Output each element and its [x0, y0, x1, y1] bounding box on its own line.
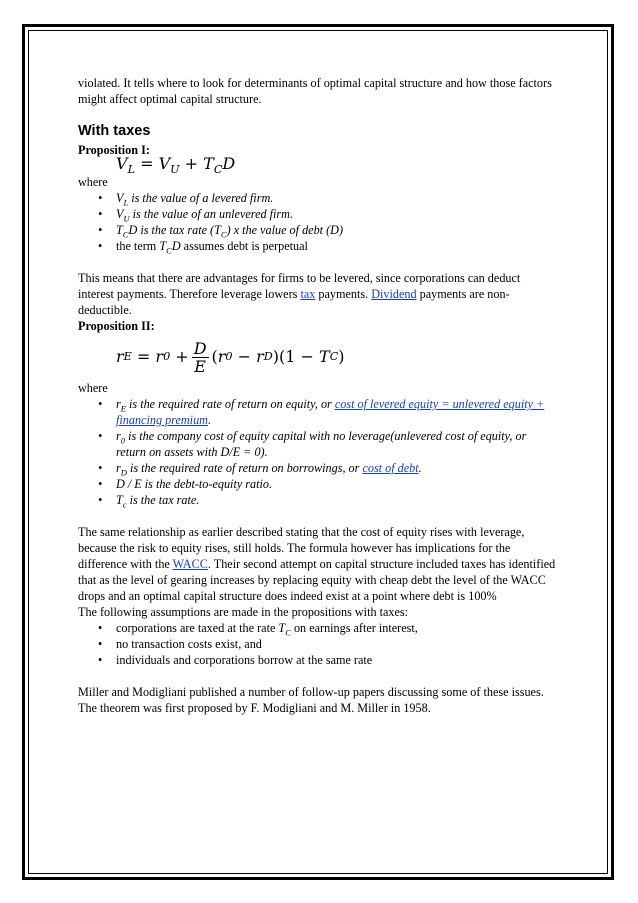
proposition-2-equation: r E = r 0 + $\frac{D}{E}$ ( r 0 − r D )(1 − T C ): [116, 338, 345, 376]
link-tax[interactable]: tax: [300, 287, 316, 301]
closing-paragraph-2: The theorem was first proposed by F. Modigliani and M. Miller in 1958.: [78, 701, 431, 715]
list-item: • D / E is the debt-to-equity ratio.: [78, 476, 558, 492]
list-item: • $V_U$ is the value of an unlevered firm.: [78, 206, 558, 222]
assumptions-list: [78, 620, 558, 668]
paragraph-wacc: The same relationship as earlier described stating that the cost of equity rises with leverage, because the risk to equity rises, still holds. The formula however has implications for the difference with the WACC. Their second attempt on capital structure included taxes has identified that as the level of gearing increases by replacing equity with cheap debt the level of the WACC drops and an optimal capital structure does indeed exist at a point where debt is 100%: [78, 525, 556, 603]
link-dividend[interactable]: Dividend: [371, 287, 417, 301]
link-cost-of-debt[interactable]: cost of debt: [362, 461, 419, 475]
proposition-1-list: [78, 190, 558, 254]
list-item: • $r_D$ is the required rate of return on borrowings, or cost of debt.: [78, 460, 558, 476]
proposition-1-label: Proposition I:: [78, 143, 150, 157]
list-item: • no transaction costs exist, and: [78, 636, 558, 652]
list-item: • $r_0$ is the company cost of equity capital with no leverage(unlevered cost of equity, or return on assets with D/E = 0).: [78, 428, 558, 460]
list-item: • $T_CD$ is the tax rate $(T_C)$ x the value of debt (D): [78, 222, 558, 238]
proposition-1-equation: $V_L = V_U + T_CD$: [116, 154, 236, 177]
document-body: [78, 75, 558, 716]
assumptions-intro: The following assumptions are made in the propositions with taxes:: [78, 605, 409, 619]
section-heading: With taxes: [78, 123, 151, 139]
intro-paragraph: violated. It tells where to look for determinants of optimal capital structure and how those factors might affect optimal capital structure.: [78, 76, 552, 106]
where-label-2: where: [78, 381, 108, 395]
link-wacc[interactable]: WACC: [172, 557, 208, 571]
proposition-2-label: Proposition II:: [78, 319, 155, 333]
paragraph-advantages: This means that there are advantages for firms to be levered, since corporations can deduct interest payments. Therefore leverage lowers tax payments. Dividend payments are non-deductible.: [78, 271, 521, 317]
proposition-2-list: [78, 396, 558, 508]
link-cost-of-levered-equity[interactable]: cost of levered equity = unlevered equity + financing premium: [116, 397, 545, 427]
list-item: • corporations are taxed at the rate $T_C$ on earnings after interest,: [78, 620, 558, 636]
closing-paragraph-1: Miller and Modigliani published a number of follow-up papers discussing some of these issues.: [78, 685, 544, 699]
where-label-1: where: [78, 175, 108, 189]
list-item: • $r_E$ is the required rate of return on equity, or cost of levered equity = unlevered equity + financing premium.: [78, 396, 558, 428]
list-item: • $V_L$ is the value of a levered firm.: [78, 190, 558, 206]
list-item: • $T_c$ is the tax rate.: [78, 492, 558, 508]
list-item: • the term $T_CD$ assumes debt is perpetual: [78, 238, 558, 254]
list-item: • individuals and corporations borrow at the same rate: [78, 652, 558, 668]
